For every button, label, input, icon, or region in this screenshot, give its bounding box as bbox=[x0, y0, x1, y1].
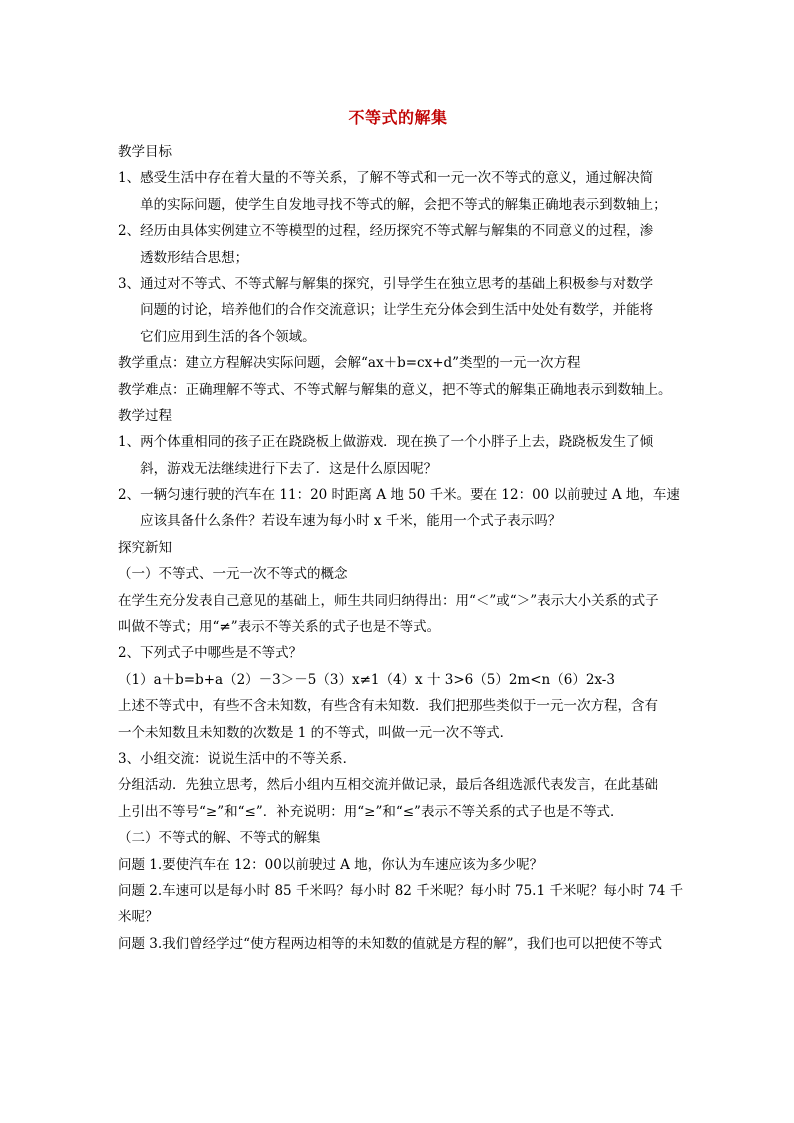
process-text-line: 两个体重相同的孩子正在跷跷板上做游戏．现在换了一个小胖子上去，跷跷板发生了倾 bbox=[140, 434, 654, 451]
expressions-line: （1）a＋b=b+a（2）－3＞－5（3）x≠1（4）x 十 3>6（5）2m<n（6）2x-3 bbox=[118, 671, 615, 688]
document-title: 不等式的解集 bbox=[348, 108, 448, 127]
objective-item bbox=[118, 218, 678, 271]
objective-number: 1、 bbox=[118, 170, 141, 187]
objective-text-line: 透数形结合思想； bbox=[140, 249, 249, 266]
objective-text-line: 感受生活中存在着大量的不等关系，了解不等式和一元一次不等式的意义，通过解决简 bbox=[140, 170, 654, 187]
process-heading: 教学过程 bbox=[118, 407, 172, 424]
process-text-line: 斜，游戏无法继续进行下去了．这是什么原因呢？ bbox=[140, 460, 438, 477]
process-number: 2、 bbox=[118, 487, 141, 504]
problem-line: 问题 1.要使汽车在 12：00以前驶过 A 地，你认为车速应该为多少呢？ bbox=[118, 856, 544, 873]
process-item bbox=[118, 482, 678, 535]
difficulty: 教学难点：正确理解不等式、不等式解与解集的意义，把不等式的解集正确地表示到数轴上。 bbox=[118, 381, 672, 398]
objective-number: 3、 bbox=[118, 275, 141, 292]
paragraph-line: 叫做不等式；用“≠”表示不等关系的式子也是不等式。 bbox=[118, 619, 441, 636]
document-page bbox=[118, 103, 684, 957]
objective-item bbox=[118, 165, 678, 218]
process-text-line: 一辆匀速行驶的汽车在 11：20 时距离 A 地 50 千米。要在 12：00 以前驶过 A 地，车速 bbox=[140, 487, 680, 504]
objective-text-line: 经历由具体实例建立不等模型的过程，经历探究不等式解与解集的不同意义的过程，渗 bbox=[140, 223, 654, 240]
problem-line: 问题 3.我们曾经学过“使方程两边相等的未知数的值就是方程的解”，我们也可以把使不等式 bbox=[118, 935, 662, 952]
paragraph-line: 上引出不等号“≥”和“≤”．补充说明：用“≥”和“≤”表示不等关系的式子也是不等式． bbox=[118, 803, 624, 820]
paragraph-line: 一个未知数且未知数的次数是 1 的不等式，叫做一元一次不等式． bbox=[118, 724, 514, 741]
objective-text-line: 通过对不等式、不等式解与解集的探究，引导学生在独立思考的基础上积极参与对数学 bbox=[140, 275, 654, 292]
question-line: 3、小组交流：说说生活中的不等关系． bbox=[118, 750, 357, 767]
objectives-heading: 教学目标 bbox=[118, 144, 172, 160]
section-heading: （一）不等式、一元一次不等式的概念 bbox=[118, 566, 348, 583]
problem-line: 米呢？ bbox=[118, 909, 159, 926]
objective-number: 2、 bbox=[118, 223, 141, 240]
paragraph-line: 分组活动．先独立思考，然后小组内互相交流并做记录，最后各组选派代表发言，在此基础 bbox=[118, 777, 658, 794]
process-number: 1、 bbox=[118, 434, 141, 451]
objective-text-line: 它们应用到生活的各个领域。 bbox=[140, 328, 316, 345]
objective-text-line: 单的实际问题，使学生自发地寻找不等式的解，会把不等式的解集正确地表示到数轴上； bbox=[140, 196, 667, 213]
objective-item bbox=[118, 271, 678, 350]
problem-line: 问题 2.车速可以是每小时 85 千米吗？每小时 82 千米呢？每小时 75.1 千米呢？每小时 74 千 bbox=[118, 882, 684, 899]
process-item bbox=[118, 429, 678, 482]
objective-text-line: 问题的讨论，培养他们的合作交流意识；让学生充分体会到生活中处处有数学，并能将 bbox=[140, 302, 654, 319]
explore-heading: 探究新知 bbox=[118, 539, 172, 556]
key-point: 教学重点：建立方程解决实际问题，会解“ax＋b=cx+d”类型的一元一次方程 bbox=[118, 355, 581, 372]
section-heading: （二）不等式的解、不等式的解集 bbox=[118, 830, 321, 847]
process-text-line: 应该具备什么条件？若设车速为每小时 x 千米，能用一个式子表示吗？ bbox=[140, 513, 562, 530]
paragraph-line: 上述不等式中，有些不含未知数，有些含有未知数．我们把那些类似于一元一次方程，含有 bbox=[118, 698, 658, 715]
paragraph-line: 在学生充分发表自己意见的基础上，师生共同归纳得出：用“＜”或“＞”表示大小关系的式子 bbox=[118, 592, 659, 609]
question-line: 2、下列式子中哪些是不等式？ bbox=[118, 645, 303, 662]
